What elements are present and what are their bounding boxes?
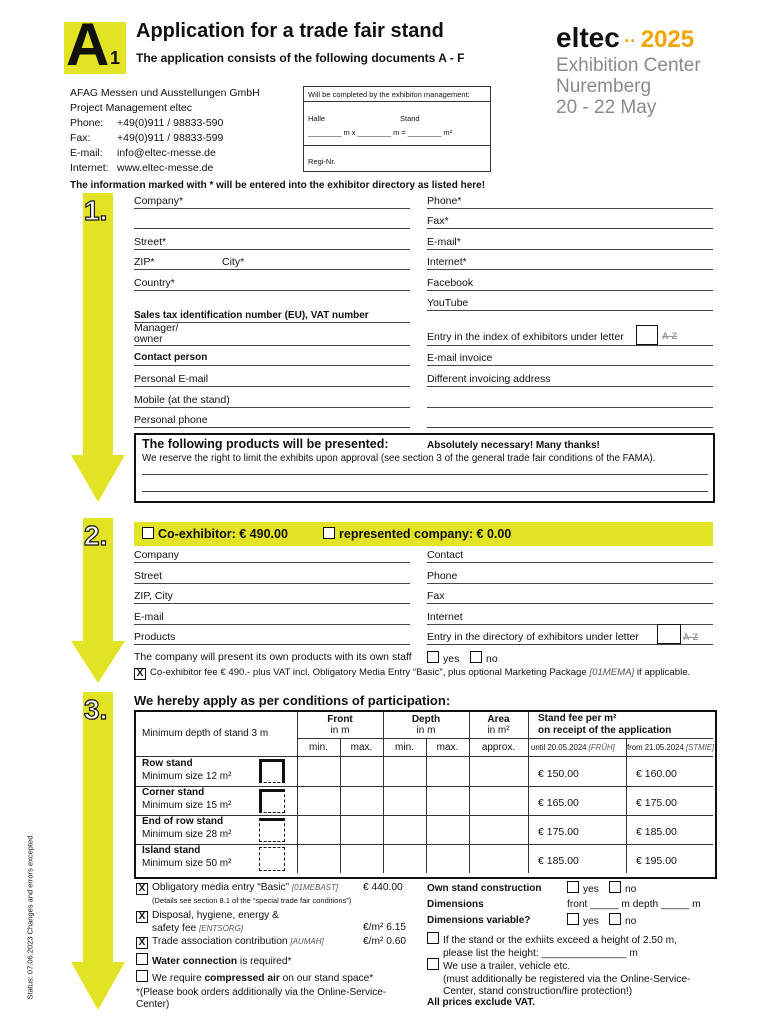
trailer-checkbox[interactable]	[427, 958, 439, 970]
dims-variable-no-label: no	[625, 916, 637, 927]
s2-phone-field[interactable]	[427, 583, 713, 584]
venue-line1: Exhibition Center	[556, 55, 701, 76]
dims-variable-yes-checkbox[interactable]	[567, 913, 579, 925]
personal-email-field[interactable]	[134, 386, 410, 387]
company-field-2[interactable]	[134, 228, 410, 229]
diff-invoice-label: Different invoicing address	[427, 373, 551, 385]
section1-arrow-head	[71, 455, 125, 502]
col-depth: Depth	[411, 714, 441, 725]
diff-invoice-field-1[interactable]	[427, 386, 713, 387]
trailer-row[interactable]	[427, 958, 690, 999]
corner-stand-min: Minimum size 15 m²	[142, 800, 232, 811]
owner-label: owner	[134, 333, 163, 345]
venue-line2: Nuremberg	[556, 76, 652, 97]
org-dept: Project Management eltec	[70, 102, 192, 114]
event-dates: 20 - 22 May	[556, 97, 657, 118]
section1-number: 1.	[84, 195, 108, 226]
youtube-field[interactable]	[427, 310, 713, 311]
s2-company-label: Company	[134, 549, 179, 561]
dims-variable-yes[interactable]	[567, 913, 599, 927]
disposal-code: [ENTSORG]	[199, 924, 244, 933]
height-checkbox[interactable]	[427, 932, 439, 944]
end-row-stand-icon	[259, 818, 285, 842]
footnote-1: *(Please book orders additionally via the Online-Service-	[136, 987, 387, 998]
disposal-label-2: safety fee	[152, 923, 197, 934]
personal-phone-label: Personal phone	[134, 414, 208, 426]
index-letter-box[interactable]	[636, 325, 658, 345]
fax-field[interactable]	[427, 228, 713, 229]
dimensions-label: Dimensions	[427, 899, 484, 910]
col-depth-unit: in m	[416, 725, 436, 736]
index-entry-line	[427, 345, 713, 346]
height-line-2: please list the height: _______________ m	[443, 947, 638, 959]
org-fax: +49(0)911 / 98833-599	[117, 132, 224, 144]
s2-zip-city-label: ZIP, City	[134, 590, 173, 602]
fax-label: Fax:	[70, 132, 91, 144]
s2-zip-city-field[interactable]	[134, 603, 410, 604]
row-stand-min: Minimum size 12 m²	[142, 771, 232, 782]
zip-city-field[interactable]	[134, 269, 410, 270]
email-invoice-field[interactable]	[427, 365, 713, 366]
trailer-line-1: We use a trailer, vehicle etc.	[443, 961, 571, 972]
media-entry-price: € 440.00	[363, 882, 403, 893]
street-field[interactable]	[134, 249, 410, 250]
personal-email-label: Personal E-mail	[134, 373, 209, 385]
from-code: [STMIE]	[685, 743, 715, 752]
email-invoice-label: E-mail invoice	[427, 352, 493, 364]
own-products-label: The company will present its own products with its own staff	[134, 651, 412, 663]
water-checkbox[interactable]	[136, 953, 148, 965]
air-label-rest: on our stand space*	[279, 973, 374, 984]
end-row-stand-name: End of row stand	[142, 816, 224, 827]
section3-arrow	[83, 692, 113, 962]
country-field[interactable]	[134, 290, 410, 291]
own-construction-no-label: no	[625, 884, 637, 895]
personal-phone-field[interactable]	[134, 427, 410, 428]
internet-label: Internet:	[70, 162, 109, 174]
footnote-2: Center)	[136, 999, 170, 1010]
trailer-line-3: Center, stand construction/fire protection!)	[443, 986, 633, 997]
org-website[interactable]: www.eltec-messe.de	[117, 162, 214, 174]
org-email[interactable]: info@eltec-messe.de	[117, 147, 216, 159]
directory-notice: The information marked with * will be entered into the exhibitor directory as listed here!	[70, 180, 486, 191]
youtube-label: YouTube	[427, 297, 469, 309]
represented-label: represented company: € 0.00	[339, 527, 512, 541]
section3-number: 3.	[84, 694, 108, 725]
media-entry-note: (Details see section 8.1 of the “special trade fair conditions”)	[152, 896, 352, 905]
s2-internet-label: Internet	[427, 611, 463, 623]
depth-max: max.	[436, 742, 459, 753]
products-title: The following products will be presented:	[142, 437, 389, 451]
phone-label-s1: Phone*	[427, 195, 462, 207]
area-approx: approx.	[481, 742, 516, 753]
trailer-line-2: (must additionally be registered via the Online-Service-	[443, 973, 691, 985]
own-construction-label: Own stand construction	[427, 883, 542, 894]
disposal-label-1: Disposal, hygiene, energy &	[152, 910, 279, 921]
media-entry-code: [01MEBAST]	[291, 883, 339, 892]
products-line-2[interactable]	[142, 491, 708, 492]
air-row[interactable]	[136, 970, 373, 984]
from-date	[627, 743, 714, 752]
row-stand-late: € 160.00	[636, 768, 677, 780]
email-field[interactable]	[427, 249, 713, 250]
s2-contact-label: Contact	[427, 549, 464, 561]
assoc-price: €/m² 0.60	[363, 936, 407, 947]
mgmt-dims: ________ m x ________ m = ________ m²	[308, 128, 453, 137]
assoc-checkbox-checked[interactable]: X	[136, 937, 148, 949]
brand-year: 2025	[640, 26, 695, 53]
management-box	[303, 86, 491, 172]
corner-stand-icon	[259, 789, 285, 813]
s2-directory-label: Entry in the directory of exhibitors under letter	[427, 631, 639, 643]
facebook-field[interactable]	[427, 290, 713, 291]
diff-invoice-field-3[interactable]	[427, 427, 713, 428]
diff-invoice-field-2[interactable]	[427, 407, 713, 408]
s2-fax-label: Fax	[427, 590, 445, 602]
dims-variable-label: Dimensions variable?	[427, 915, 531, 926]
s2-email-label: E-mail	[134, 611, 164, 623]
s2-contact-field[interactable]	[427, 562, 713, 563]
own-products-yes-label: yes	[443, 653, 460, 665]
air-checkbox[interactable]	[136, 970, 148, 982]
media-entry-checkbox-checked[interactable]: X	[136, 883, 148, 895]
section2-arrow-head	[71, 641, 125, 683]
org-name: AFAG Messen und Ausstellungen GmbH	[70, 87, 260, 99]
own-construction-yes-label: yes	[583, 884, 599, 895]
a1-logo-letter: A	[66, 11, 110, 78]
fee-code: [01MEMA]	[589, 667, 635, 678]
fee-line	[134, 667, 690, 680]
products-note: Absolutely necessary! Many thanks!	[427, 440, 600, 451]
air-label-bold: compressed air	[204, 973, 280, 984]
index-entry-label: Entry in the index of exhibitors under letter	[427, 331, 624, 343]
country-label: Country*	[134, 277, 175, 289]
disposal-price: €/m² 6.15	[363, 922, 407, 933]
email-label: E-mail:	[70, 147, 103, 159]
page-subtitle: The application consists of the following documents A - F	[136, 51, 465, 65]
island-stand-early: € 185.00	[538, 855, 579, 867]
represented-option[interactable]	[323, 527, 511, 541]
section1-arrow	[83, 193, 113, 455]
front-max: max.	[350, 742, 373, 753]
coexhibitor-label: Co-exhibitor: € 490.00	[158, 527, 288, 541]
brand-logo	[556, 22, 694, 54]
own-products-no-label: no	[486, 653, 498, 665]
until-date-text: until 20.05.2024	[531, 743, 587, 752]
front-min: min.	[309, 742, 328, 753]
organizer-block	[70, 86, 260, 176]
height-line-1: If the stand or the exhiits exceed a height of 2.50 m,	[443, 935, 677, 946]
fee-title-2: on receipt of the application	[538, 725, 672, 736]
mobile-field[interactable]	[134, 407, 410, 408]
internet-field[interactable]	[427, 269, 713, 270]
disposal-checkbox-checked[interactable]: X	[136, 911, 148, 923]
assoc-row	[136, 936, 324, 949]
from-date-text: from 21.05.2024	[627, 743, 684, 752]
dimensions-field[interactable]: front _____ m depth _____ m	[567, 899, 701, 910]
s2-phone-label: Phone	[427, 570, 458, 582]
s2-letter-box[interactable]	[657, 624, 681, 644]
own-products-no[interactable]	[470, 651, 498, 665]
phone-field[interactable]	[427, 208, 713, 209]
section3-title: We hereby apply as per conditions of participation:	[134, 693, 451, 708]
assoc-label: Trade association contribution	[152, 936, 288, 947]
brand-dots-icon: ··	[624, 31, 637, 51]
zip-label: ZIP*	[134, 256, 155, 268]
media-entry-label: Obligatory media entry “Basic”	[152, 882, 290, 893]
mgmt-title: Will be completed by the exhibiton management:	[308, 90, 470, 99]
s2-company-field[interactable]	[134, 562, 410, 563]
mgmt-stand: Stand	[400, 114, 420, 123]
s2-email-field[interactable]	[134, 624, 410, 625]
row-stand-early: € 150.00	[538, 768, 579, 780]
phone-label: Phone:	[70, 117, 104, 129]
water-label-rest: is required*	[237, 956, 292, 967]
vat-note: All prices exclude VAT.	[427, 997, 536, 1008]
section2-number: 2.	[84, 520, 108, 551]
island-stand-late: € 195.00	[636, 855, 677, 867]
contact-label: Contact person	[134, 352, 208, 363]
s2-products-label: Products	[134, 631, 176, 643]
fee-title-1: Stand fee per m²	[538, 713, 617, 724]
products-line-1[interactable]	[142, 474, 708, 475]
email-label-s1: E-mail*	[427, 236, 461, 248]
coexhibitor-option[interactable]	[142, 527, 288, 541]
company-label: Company*	[134, 195, 184, 207]
dims-variable-no-checkbox[interactable]	[609, 913, 621, 925]
row-stand-name: Row stand	[142, 758, 193, 769]
col-front: Front	[327, 714, 353, 725]
s2-street-field[interactable]	[134, 583, 410, 584]
water-label-bold: Water connection	[152, 956, 238, 967]
mgmt-regi: Regi-Nr.	[308, 157, 336, 166]
fee-end: if applicable.	[636, 667, 691, 678]
status-note: Status: 07.06.2023 Changes and errors excepted.	[25, 833, 35, 1000]
disposal-row	[136, 910, 279, 935]
s2-street-label: Street	[134, 570, 163, 582]
until-code: [FRÜH]	[588, 743, 615, 752]
assoc-code: [AUMAH]	[290, 937, 324, 946]
min-depth-label: Minimum depth of stand 3 m	[142, 728, 269, 739]
fee-text: Co-exhibitor fee € 490.- plus VAT incl. Obligatory Media Entry “Basic”, plus optional Marketing Package	[150, 667, 587, 678]
mobile-label: Mobile (at the stand)	[134, 394, 230, 406]
org-phone: +49(0)911 / 98833-590	[117, 117, 224, 129]
own-products-yes[interactable]	[427, 651, 459, 665]
dims-variable-yes-label: yes	[583, 916, 599, 927]
row-stand-icon	[259, 759, 285, 783]
own-construction-yes-checkbox[interactable]	[567, 881, 579, 893]
s2-directory-line	[427, 644, 713, 645]
s2-products-field[interactable]	[134, 644, 410, 645]
city-label: City*	[222, 256, 245, 268]
manager-field[interactable]	[134, 345, 410, 346]
own-construction-no-checkbox[interactable]	[609, 881, 621, 893]
products-reserve: We reserve the right to limit the exhibits upon approval (see section 3 of the general trade fair conditions of the FAMA).	[142, 453, 656, 464]
col-area: Area	[487, 714, 510, 725]
company-field[interactable]	[134, 208, 410, 209]
coexhibitor-checkbox[interactable]	[142, 527, 154, 539]
media-entry-row	[136, 882, 338, 895]
air-label-pre: We require	[152, 973, 205, 984]
manager-label: Manager/	[134, 322, 179, 334]
island-stand-icon	[259, 847, 285, 871]
represented-checkbox[interactable]	[323, 527, 335, 539]
own-products-yes-checkbox[interactable]	[427, 651, 439, 663]
corner-stand-early: € 165.00	[538, 797, 579, 809]
corner-stand-late: € 175.00	[636, 797, 677, 809]
end-row-stand-late: € 185.00	[636, 826, 677, 838]
col-front-unit: in m	[330, 725, 350, 736]
own-construction-no[interactable]	[609, 881, 636, 895]
street-label: Street*	[134, 236, 167, 248]
end-row-stand-min: Minimum size 28 m²	[142, 829, 232, 840]
island-stand-name: Island stand	[142, 845, 201, 856]
depth-min: min.	[395, 742, 414, 753]
mgmt-halle: Halle	[308, 114, 326, 123]
end-row-stand-early: € 175.00	[538, 826, 579, 838]
water-row[interactable]	[136, 953, 291, 967]
section3-arrow-head	[71, 962, 125, 1010]
col-area-unit: in m²	[487, 725, 510, 736]
internet-label-s1: Internet*	[427, 256, 467, 268]
page-title: Application for a trade fair stand	[136, 20, 444, 42]
facebook-label: Facebook	[427, 277, 474, 289]
corner-stand-name: Corner stand	[142, 787, 205, 798]
vat-label: Sales tax identification number (EU), VAT number	[134, 310, 369, 321]
a1-logo-sub: 1	[110, 48, 121, 68]
island-stand-min: Minimum size 50 m²	[142, 858, 232, 869]
fax-label-s1: Fax*	[427, 215, 449, 227]
contact-field[interactable]	[134, 365, 410, 366]
dims-variable-no[interactable]	[609, 913, 636, 927]
brand-name: eltec	[556, 22, 620, 53]
s2-fax-field[interactable]	[427, 603, 713, 604]
own-products-no-checkbox[interactable]	[470, 651, 482, 663]
fee-checkbox-checked[interactable]: X	[134, 668, 146, 680]
index-az: A-Z	[662, 331, 677, 341]
s2-az: A-Z	[683, 632, 698, 642]
until-date	[531, 743, 615, 752]
own-construction-yes[interactable]	[567, 881, 599, 895]
height-row[interactable]	[427, 932, 677, 960]
